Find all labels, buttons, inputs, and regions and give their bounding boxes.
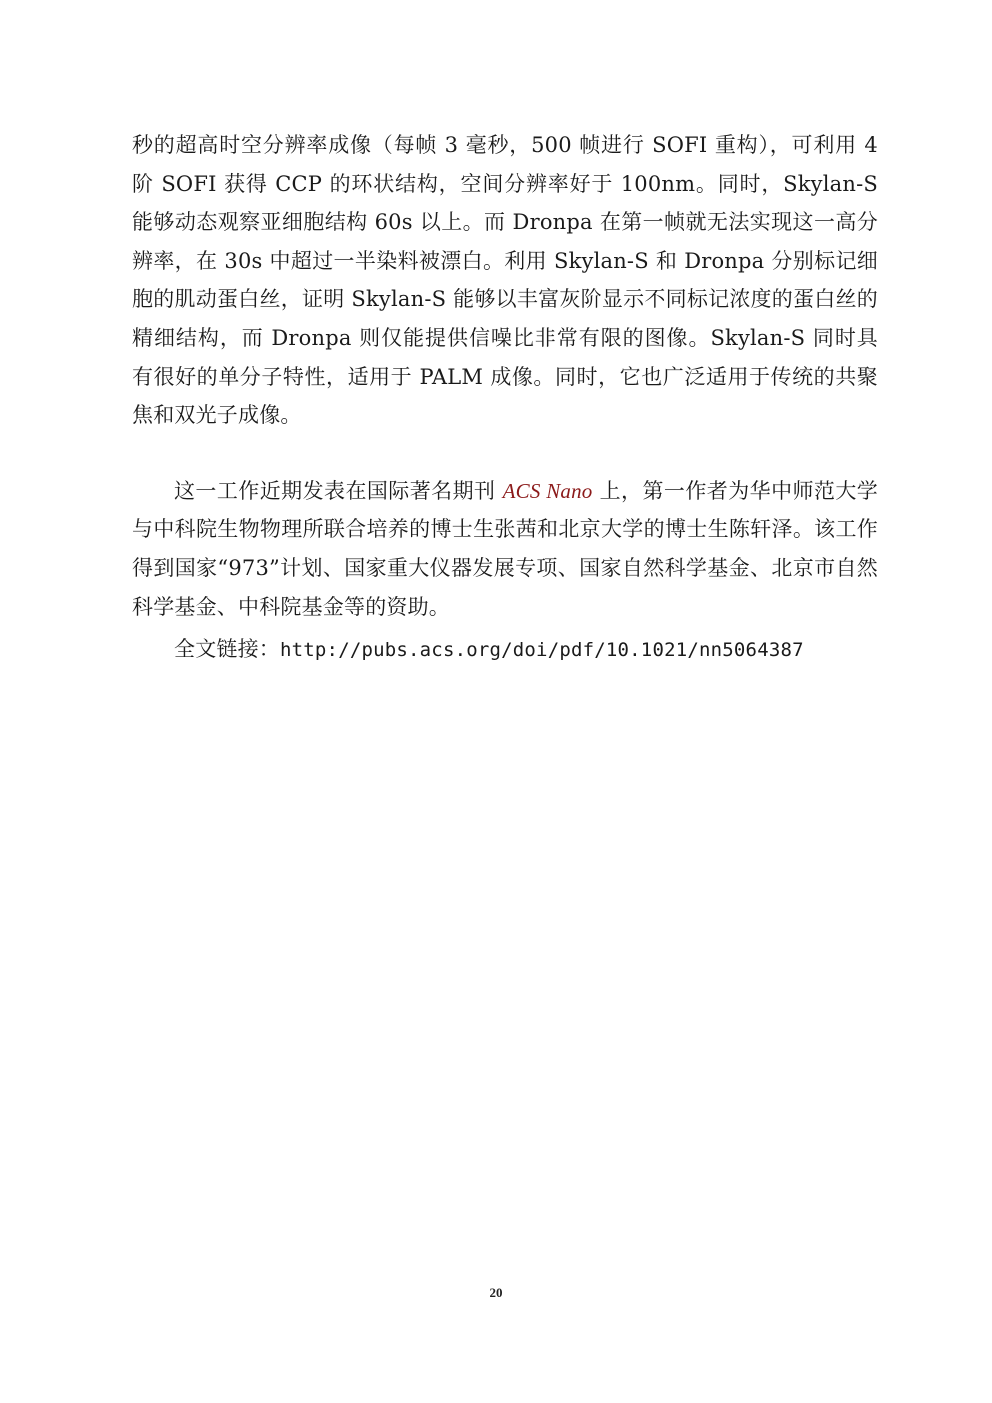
fulltext-link-label: 全文链接： [174,637,280,662]
journal-name: ACS Nano [502,478,593,503]
paragraph-2-rest: 上，第一作者为华中师范大学与中科院生物物理所联合培养的博士生张茜和北京大学的博士生陈轩泽。该工作得到国家“973”计划、国家重大仪器发展专项、国家自然科学基金、北京市自然科学基金、中科院基金等的资助。 [132,478,878,619]
body-text [132,126,878,670]
paragraph-2-lead: 这一工作近期发表在国际著名期刊 [174,478,503,503]
paragraph-2 [132,472,878,626]
fulltext-link-url[interactable]: http://pubs.acs.org/doi/pdf/10.1021/nn5064387 [280,639,804,662]
page-number: 20 [489,1285,503,1300]
paragraph-1: 秒的超高时空分辨率成像（每帧 3 毫秒，500 帧进行 SOFI 重构），可利用 4 阶 SOFI 获得 CCP 的环状结构，空间分辨率好于 100nm。同时，Skylan-S 能够动态观察亚细胞结构 60s 以上。而 Dronpa 在第一帧就无法实现这一高分辨率，在 30s 中超过一半染料被漂白。利用 Skylan-S 和 Dronpa 分别标记细胞的肌动蛋白丝，证明 Skylan-S 能够以丰富灰阶显示不同标记浓度的蛋白丝的精细结构，而 Dronpa 则仅能提供信噪比非常有限的图像。Skylan-S 同时具有很好的单分子特性，适用于 PALM 成像。同时，它也广泛适用于传统的共聚焦和双光子成像。 [132,133,878,428]
fulltext-link-line [132,630,878,670]
